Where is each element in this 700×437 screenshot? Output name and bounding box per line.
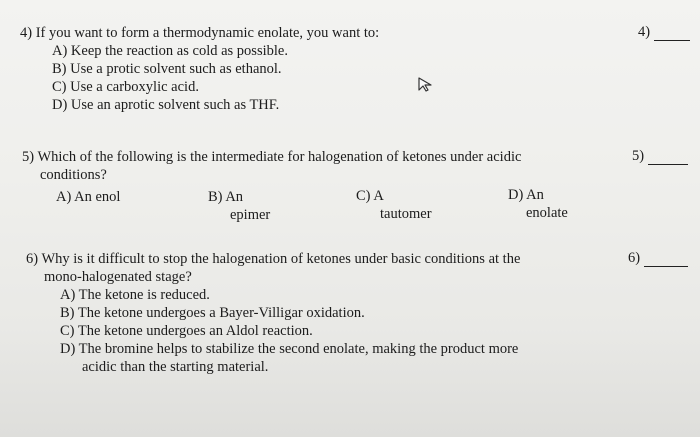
q5-option-a [56, 188, 120, 206]
question-4-stem: 4) If you want to form a thermodynamic enolate, you want to: [20, 25, 380, 41]
q4-option-c: C) Use a carboxylic acid. [52, 79, 199, 95]
q5-option-d-label-cont: enolate [526, 205, 568, 221]
q5-option-d [508, 186, 568, 222]
answer-blank-5[interactable] [632, 148, 688, 165]
q5-option-c-label-cont: tautomer [380, 206, 432, 222]
answer-label-5: 5) [632, 148, 645, 164]
q6-option-d: D) The bromine helps to stabilize the second enolate, making the product more [60, 341, 519, 357]
mouse-cursor-icon [417, 76, 437, 92]
q5-option-d-label: D) An [508, 187, 544, 203]
q6-option-d-cont: acidic than the starting material. [82, 359, 269, 375]
answer-blank-4[interactable] [638, 24, 690, 41]
q4-option-d: D) Use an aprotic solvent such as THF. [52, 97, 280, 113]
q6-option-a: A) The ketone is reduced. [60, 287, 210, 303]
q6-option-b: B) The ketone undergoes a Bayer-Villigar oxidation. [60, 305, 365, 321]
q6-option-c: C) The ketone undergoes an Aldol reaction. [60, 323, 313, 339]
question-5-stem-line1: 5) Which of the following is the intermediate for halogenation of ketones under acidic [22, 149, 522, 165]
answer-blank-6[interactable] [628, 250, 688, 267]
question-6-stem-line1: 6) Why is it difficult to stop the halogenation of ketones under basic conditions at the [26, 251, 521, 267]
answer-label-4: 4) [638, 24, 651, 40]
q5-option-c [356, 187, 432, 223]
question-5 [22, 148, 521, 184]
q5-option-b [208, 188, 270, 224]
question-5-stem-line2: conditions? [40, 167, 107, 183]
q5-option-b-label-cont: epimer [230, 207, 271, 223]
q5-option-b-label: B) An [208, 189, 244, 205]
question-4 [20, 24, 379, 114]
q5-option-a-label: A) An enol [56, 189, 121, 205]
question-6 [26, 250, 520, 376]
q5-option-c-label: C) A [356, 188, 384, 204]
q4-option-a: A) Keep the reaction as cold as possible. [52, 43, 288, 59]
question-6-stem-line2: mono-halogenated stage? [44, 269, 192, 285]
answer-label-6: 6) [628, 250, 641, 266]
q4-option-b: B) Use a protic solvent such as ethanol. [52, 61, 282, 77]
